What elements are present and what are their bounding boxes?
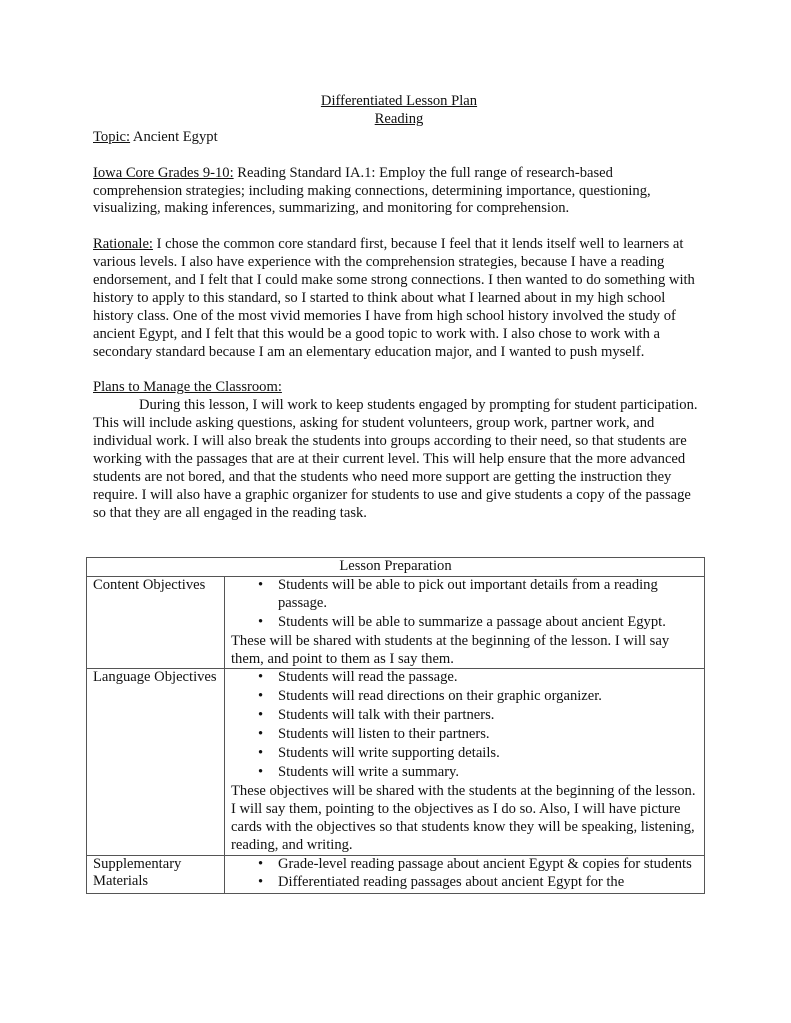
topic-line	[93, 129, 705, 147]
standard-text: Reading Standard IA.1: Employ the full range of research-based comprehension strategies; including making connections, determining importance, questioning, visualizing, making inferences, summarizing, and monitoring for comprehension.	[93, 164, 651, 217]
bullet-icon: •	[258, 855, 264, 872]
topic-label: Topic:	[93, 128, 131, 145]
bullet-icon: •	[258, 707, 264, 724]
list-item: • Students will read directions on their graphic organizer.	[258, 688, 602, 705]
row-note: These will be shared with students at the beginning of the lesson. I will say them, and point to them as I say them.	[231, 632, 670, 667]
row-label: Content Objectives	[87, 576, 225, 669]
table-header: Lesson Preparation	[87, 558, 705, 577]
row-note: These objectives will be shared with the students at the beginning of the lesson. I will say them, pointing to the objectives as I do so. Also, I will have picture cards with the objectives so that students know they will be speaking, listening, reading, and writing.	[231, 782, 696, 853]
classroom-paragraph: During this lesson, I will work to keep students engaged by prompting for student participation. This will include asking questions, asking for student volunteers, group work, partner work, and individual work. I will also break the students into groups according to their need, so that students are working with the passages that are at their current level. This will help ensure that the more advanced students are not bored, and that the students who need more support are getting the instruction they require. I will also have a graphic organizer for students to use and give students a copy of the passage so that they are all engaged in the reading task.	[93, 397, 698, 521]
list-item: • Students will read the passage.	[258, 669, 458, 686]
rationale-label: Rationale:	[93, 236, 153, 253]
topic-value: Ancient Egypt	[130, 128, 218, 145]
bullet-icon: •	[258, 745, 264, 762]
row-body	[225, 669, 705, 855]
bullet-icon: •	[258, 576, 264, 593]
bullet-list	[231, 669, 698, 781]
bullet-icon: •	[258, 874, 264, 891]
list-item: • Differentiated reading passages about ancient Egypt for the	[258, 874, 625, 891]
rationale-paragraph	[93, 236, 705, 361]
list-item: • Students will write a summary.	[258, 763, 460, 780]
classroom-heading: Plans to Manage the Classroom:	[93, 379, 282, 396]
row-label: Supplementary Materials	[87, 855, 225, 894]
bullet-icon: •	[258, 613, 264, 630]
bullet-icon: •	[258, 726, 264, 743]
bullet-icon: •	[258, 669, 264, 686]
row-label: Language Objectives	[87, 669, 225, 855]
list-item: • Students will be able to summarize a passage about ancient Egypt.	[258, 613, 666, 630]
document-page	[93, 93, 705, 523]
row-body	[225, 576, 705, 669]
list-item: • Students will listen to their partners.	[258, 726, 490, 743]
document-subtitle: Reading	[374, 110, 424, 127]
rationale-text: I chose the common core standard first, because I feel that it lends itself well to learners at various levels. I also have experience with the comprehension strategies, because I have a reading endorsement, and I felt that I could make some strong connections. I then wanted to do something with history to apply to this standard, so I started to think about what I learned about in my high school history class. One of the most vivid memories I have from high school history involved the study of ancient Egypt, and I felt that this would be a good topic to work with. I also chose to work with a secondary standard because I am an elementary education major, and I wanted to push myself.	[93, 236, 695, 360]
list-item: • Students will write supporting details.	[258, 745, 500, 762]
standard-paragraph	[93, 165, 705, 219]
list-item: • Grade-level reading passage about ancient Egypt & copies for students	[258, 855, 692, 872]
standard-label: Iowa Core Grades 9-10:	[93, 164, 234, 181]
bullet-icon: •	[258, 688, 264, 705]
bullet-list	[231, 577, 698, 632]
row-body	[225, 855, 705, 894]
lesson-preparation-table	[86, 557, 705, 894]
list-item: • Students will talk with their partners.	[258, 707, 495, 724]
table-row-supplementary-materials	[87, 855, 705, 894]
bullet-icon: •	[258, 763, 264, 780]
bullet-list	[231, 856, 698, 893]
table-row-content-objectives	[87, 576, 705, 669]
list-item: • Students will be able to pick out important details from a reading passage.	[258, 576, 658, 611]
table-row-language-objectives	[87, 669, 705, 855]
document-title: Differentiated Lesson Plan	[320, 93, 478, 109]
